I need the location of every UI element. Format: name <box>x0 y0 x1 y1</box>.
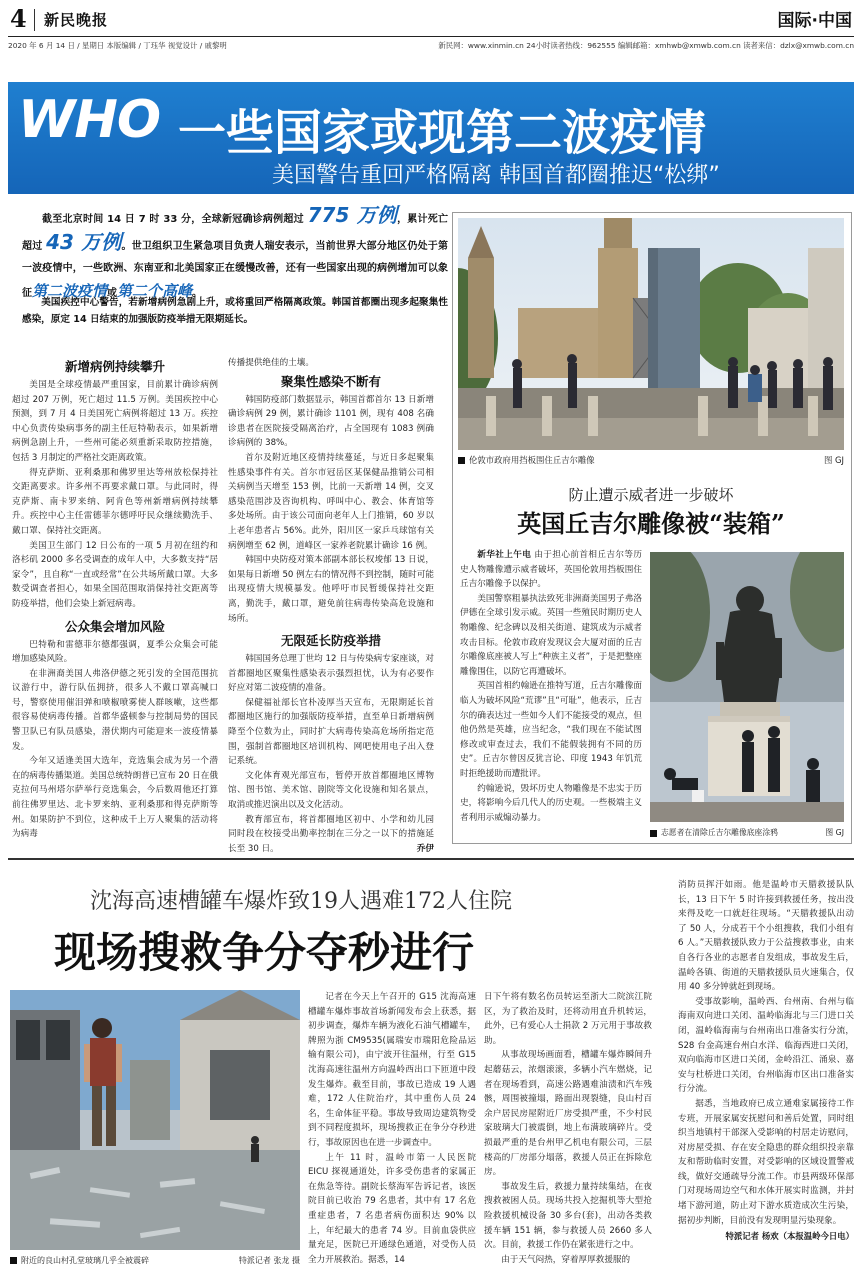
paragraph: 由于天气闷热，穿着厚厚救援服的 <box>501 1254 631 1265</box>
lead-number-cases: 775 万例 <box>307 203 398 227</box>
section-divider <box>8 858 854 860</box>
tanker-kicker: 沈海高速槽罐车爆炸致19人遇难172人住院 <box>90 889 512 914</box>
boxed-statue-illustration <box>458 218 844 450</box>
boxed-statue-photo <box>458 218 844 450</box>
caption-text: 伦敦市政府用挡板围住丘吉尔雕像 <box>469 455 595 465</box>
paragraph: 教育部宣布，将首都圈地区初中、小学和幼儿园同时段在校接受出勤率控制在三分之一以下的措施延长至 30 日。 <box>228 814 434 854</box>
paragraph: 韩国中央防疫对策本部副本部长权埈郁 13 日说，如果每日新增 50 例左右的情况得不到控制，随时可能出现疫情大规模暴发。他呼吁市民暂缓保持社交距离，勤洗手，戴口罩，避免前往病毒传染高危设施和场所。 <box>228 555 434 624</box>
churchill-kicker: 防止遭示威者进一步破坏 <box>568 486 734 504</box>
paragraph: 美国是全球疫情最严重国家，目前累计确诊病例超过 207 万例，死亡超过 11.5 万例。美国疾控中心预测，到 7 月 4 日美国死亡病例将超过 13 万。疾控中心负责传染病事务的副主任厄特勒表示，如果新增病例急剧上升，一些州可能必须重新采取防控措施，包括 3 月制定的严格社交距离政策。 <box>12 380 218 463</box>
who-column-1 <box>12 356 218 842</box>
damaged-building-photo <box>10 990 300 1250</box>
paragraph: 受事故影响，温岭西、台州南、台州与临海南双向进口关闭、温岭临海北与三门进口关闭，温岭临海南与台州南出口准备实行分流，S28 台金高速台州白水洋、临海西进口关闭，双向临海市区进口关闭，金岭沿江、涌泉、嘉安与杜桥进口关闭，台州临海市区出口准备实行分流。 <box>678 996 854 1095</box>
subhead-extend-measures: 无限延长防疫举措 <box>280 633 381 649</box>
byline: 乔伊 <box>416 844 434 855</box>
who-banner <box>8 82 854 194</box>
paragraph: 传播提供绝佳的土壤。 <box>228 358 314 368</box>
paragraph: 据悉，当地政府已成立通难家属接待工作专班，开展家属安抚慰问和善后处置，同时组织当地镇村干部深入受影响的村居走访慰问，对房屋受损、存在安全隐患的群众组织投亲靠友和帮助临时安置，对受影响的区域设置警戒线，做好交通疏导分流工作。市县两级环保部门对现场周边空气和水体开展实时监测，并封堵下游河道，防止对下游水质造成次生污染，据初步判断，目前没有发现明显污染现象。 <box>678 1098 854 1226</box>
paragraph: 事故发生后，救援力量持续集结，在夜搜救被困人员。现场共投入挖掘机等大型抢险救援机械设备 30 多台(套)，出动各类救援车辆 151 辆，参与救援人员 2660 多人次。目前，救援工作仍在紧张进行之中。 <box>484 1181 652 1251</box>
paragraph: 约翰逊说，毁坏历史人物雕像是不忠实于历史，将影响今后几代人的历史观。一些极端主义者利用示威煽动暴力。 <box>460 783 642 823</box>
byline: 特派记者 杨欢（本报温岭今日电） <box>725 1231 854 1242</box>
lead-number-deaths: 43 万例 <box>46 230 122 254</box>
paragraph-text: 由于担心前首相丘吉尔等历史人物雕像遭示威者破坏，英国伦敦用挡板围住丘吉尔雕像予以保护。 <box>460 550 642 590</box>
who-lead <box>22 204 448 305</box>
lead-source: 新华社上午电 <box>477 550 532 560</box>
masthead <box>8 6 854 36</box>
photo-credit: 图 GJ <box>825 828 844 837</box>
lead-text-4: 或 <box>107 288 118 299</box>
paragraph <box>460 548 642 592</box>
who-subheadline: 美国警告重回严格隔离 韩国首都圈推迟“松绑” <box>272 163 720 188</box>
who-lead-2: 美国疾控中心警告，若新增病例急剧上升，或将重回严格隔离政策。韩国首都圈出现多起聚集性感染，原定 14 日结束的加强版防疫举措无限期延长。 <box>22 297 448 325</box>
photo-caption <box>458 453 844 467</box>
paragraph: 韩国国务总理丁世均 12 日与传染病专家座谈，对首都圈地区聚集性感染表示强烈担忧，认为有必要作好应对第二波疫情的准备。 <box>228 654 434 694</box>
paragraph: 日下午将有数名伤员转运至浙大二院滨江院区，为了救治及时，还将动用直升机转运，此外，已有爱心人士捐款 2 万元用于事故救助。 <box>484 992 652 1046</box>
section-name: 国际·中国 <box>777 11 852 31</box>
dateline: 2020 年 6 月 14 日 / 星期日 本版编辑 / 丁珏华 视觉设计 / 戚黎明 <box>8 41 227 50</box>
photo-credit: 特派记者 张龙 摄 <box>238 1256 300 1265</box>
caption-marker-icon <box>458 457 465 464</box>
lead-text-3: 。世卫组织卫生紧急项目负责人瑞安表示，当前世界大部分地区仍处于第一波疫情中，一些欧洲、东南亚和北美国家正在缓慢改善，还有一些国家出现的病例增加可以象征 <box>22 241 449 299</box>
page-number: 4 <box>10 4 27 33</box>
paragraph: 美国警察粗暴执法致死非洲裔美国男子弗洛伊德在全球引发示威。英国一些殖民时期历史人物雕像、纪念碑以及相关街道、建筑成为示威者攻击目标。伦敦市政府发现议会大厦对面的丘吉尔雕像底座被人写上“种族主义者”，于是把整座雕像围住，以防它再遭破坏。 <box>460 593 642 677</box>
paper-name: 新民晚报 <box>44 11 109 29</box>
photo-caption <box>10 1254 300 1268</box>
subhead-new-cases: 新增病例持续攀升 <box>64 359 165 374</box>
lead-text-1: 截至北京时间 14 日 7 时 33 分，全球新冠确诊病例超过 <box>42 214 304 225</box>
churchill-headline: 英国丘吉尔雕像被“装箱” <box>517 509 785 538</box>
paragraph: 韩国防疫部门数据显示，韩国首都首尔 13 日新增确诊病例 29 例，累计确诊 1101 例，现有 408 名确诊患者在医院接受隔离治疗，占全国现有 1083 例确诊病例的 38%。 <box>228 394 434 449</box>
header-rule <box>8 36 854 37</box>
contact-line: 新民网：www.xinmin.cn 24小时读者热线：962555 编辑邮箱：xmhwb@xmwb.com.cn 读者来信：dzlx@xmwb.com.cn <box>438 41 854 50</box>
subhead-cluster-infections: 聚集性感染不断有 <box>280 373 381 389</box>
tanker-headline: 现场搜救争分夺秒进行 <box>54 928 475 977</box>
paragraph: 消防员挥汗如雨。他是温岭市天腊救援队队长，13 日下午 5 时许接到救援任务，按出没来得及吃一口就赶往现场。“天腊救援队出动了 50 人，分成若干个小组搜救，我们小组有 6 人。”天腊救援队致力于公益搜救事业，由来自各行各业的志愿者自发组成，事故发生后，温岭各镇、街道的天腊救援队员火速集合，仅用 40 多分钟就赶到现场。 <box>678 880 854 993</box>
caption-marker-icon <box>10 1257 17 1264</box>
statue-illustration <box>650 552 844 822</box>
tanker-column-c <box>678 878 854 1242</box>
lead-text-2: ，累计死亡超过 <box>22 214 449 252</box>
paragraph: 从事故现场画面看，槽罐车爆炸瞬间升起蘑菇云，浓烟滚滚，多辆小汽车燃烧，记者在现场看到，高速公路遇难油渍和汽车残骸，周围被撞塌，路面出现裂缝，良山村百余户居民房屋附近厂房受损严重，不少村民家玻璃大门被震倒，地上布满玻璃碎片。受损最严重的是台州甲乙机电有限公司，三层楼高的厂房部分塌落，救援人员正在拆除危房。 <box>484 1050 652 1178</box>
paragraph: 美国卫生部门 12 日公布的一项 5 月初在纽约和洛杉矶 2000 多名受调查的成年人中，大多数支持“居家令”，且自称“一直或经常”在公共场所戴口罩。大多数受调查者担心，如果全国范围取消保持社交距离等防疫举措，他们会染上新冠病毒。 <box>12 540 218 609</box>
paragraph: 保健福祉部长官朴凌厚当天宣布，无限期延长首都圈地区施行的加强版防疫举措，直至单日新增病例降至个位数为止，同时扩大病毒传染高危场所指定范围，强制首都圈地区培训机构、网吧使用电子出入登记系统。 <box>228 697 434 767</box>
paragraph: 英国首相约翰逊在推特写道，丘吉尔雕像面临人为破坏风险“荒谬”且“可耻”，他表示，丘吉尔的确表达过一些如今人们不能接受的观点，但他仍然是英雄，应当纪念，“我们现在不能试图修改或审查过去，我们不能假装拥有不同的历史”。丘吉尔曾因反犹言论、印度 1943 年饥荒时拒绝援助而遭批评。 <box>460 681 642 779</box>
paragraph: 在非洲裔美国人弗洛伊德之死引发的全国范围抗议游行中，游行队伍拥挤，很多人不戴口罩高喊口号，警察使用催泪弹和喷椒喷雾使人群咳嗽，这些都很容易使病毒传播。首都华盛顿参与控制局势的国民警卫队已有队员感染，潜伏期内可能迎来一波疫情暴发。 <box>12 668 218 752</box>
lead-highlight-second-wave: 第二波疫情 <box>32 282 108 300</box>
paragraph: 今年又适逢美国大选年，竞选集会成为另一个潜在的病毒传播渠道。美国总统特朗普已宣布 20 日在俄克拉何马州塔尔萨举行竞选集会，今后数周他还打算前往佛罗里达、北卡罗来纳、亚利桑那和得克萨斯等州。如果防护不到位，这种成千上万人聚集的活动将为病毒 <box>12 756 218 840</box>
paragraph: 上午 11 时，温岭市第一人民医院 EICU 探视通道处，许多受伤患者的家属正在焦急等待。副院长蔡海军告诉记者，该医院目前已收治 79 名患者，其中有 17 名危重症患者，7 名患者病伤面积达 90% 以上，年纪最大的患者 74 岁。目前血袋供应量充足，医院已开通绿色通道，对受伤人员全力开展救治。据悉，14 <box>308 1152 476 1265</box>
paragraph: 首尔及附近地区疫情持续蔓延，与近日多起聚集性感染事件有关。首尔市冠岳区某保健品推销公司相关病例当天增至 153 例，比前一天新增 14 例，交叉感染范围涉及咨询机构、呼叫中心、教会、体育馆等多处场所。由于该公司面向老年人上门推销，60 岁以上老年患者占 56%。此外，阳川区一家乒乓球馆有关病例增至 62 例，道峰区一家养老院累计确诊 16 例。 <box>228 452 434 551</box>
paragraph: 巴特勒和雷德菲尔德都强调，夏季公众集会可能增加感染风险。 <box>12 639 218 665</box>
paragraph: 记者在今天上午召开的 G15 沈海高速槽罐车爆炸事故首场新闻发布会上获悉，据初步调查，爆炸车辆为液化石油气槽罐车，牌照为浙 CM9535(属瑞安市瑞阳危险品运输有限公司)，由宁波开往温州，行至 G15 沈海高速往温州方向温岭西出口下匝道中段发生爆炸。截至目前，事故已造成 19 人遇难，172 人住院治疗，其中重伤人员 24 名，生命体征平稳。事故导致周边建筑物受到不同程度损坏，现场搜救正在争分夺秒进行，事故原因也在进一步调查中。 <box>308 992 476 1148</box>
lead-highlight-second-peak: 第二个高峰 <box>117 282 193 300</box>
statue-cleaning-photo <box>650 552 844 822</box>
paragraph: 得克萨斯、亚利桑那和佛罗里达等州放松保持社交距离要求。许多州不再要求戴口罩。与此同时，得克萨斯、南卡罗来纳、阿肯色等州新增病例持续攀升。疾控中心主任雷德菲尔德呼吁民众继续勤洗手、戴口罩、保持社交距离。 <box>12 467 218 536</box>
photo-caption <box>650 826 844 840</box>
who-kicker: WHO <box>18 90 161 150</box>
tanker-column-b <box>484 990 652 1267</box>
paragraph: 文化体育观光部宣布，暂停开放首都圈地区博物馆、图书馆、美术馆、剧院等文化设施和知名景点，取消或推迟演出以及文化活动。 <box>228 770 434 811</box>
who-column-2 <box>228 356 434 854</box>
lead-text-5: 。 <box>192 288 203 299</box>
tanker-column-a <box>308 990 476 1267</box>
caption-text: 志愿者在清除丘吉尔雕像底座涂鸦 <box>661 828 778 837</box>
caption-text: 附近的良山村孔堂玻璃几乎全被震碎 <box>21 1256 149 1265</box>
who-headline: 一些国家或现第二波疫情 <box>178 105 707 161</box>
damaged-building-illustration <box>10 990 300 1250</box>
photo-credit: 图 GJ <box>824 455 844 465</box>
churchill-text <box>460 548 642 825</box>
subhead-public-gatherings: 公众集会增加风险 <box>64 618 165 634</box>
masthead-divider <box>34 9 35 31</box>
caption-marker-icon <box>650 830 657 837</box>
